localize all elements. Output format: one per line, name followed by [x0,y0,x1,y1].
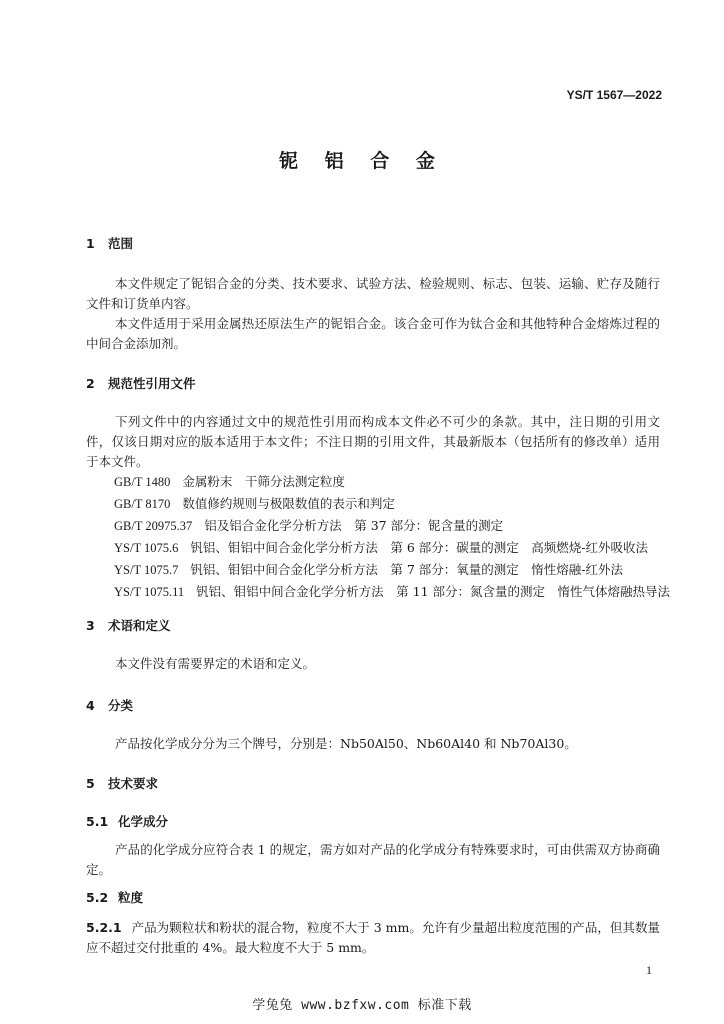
section-title: 技术要求 [108,776,159,791]
section-title: 范围 [108,236,134,251]
reference-code: YS/T 1075.7 [114,563,179,577]
reference-item [114,582,670,600]
reference-item [114,494,395,512]
clause-number: 5.2.1 [86,920,122,935]
reference-code: YS/T 1075.6 [114,541,179,555]
reference-title: 金属粉末 干筛分法测定粒度 [182,474,345,489]
section-4-paragraph: 产品按化学成分分为三个牌号，分别是：Nb50Al50、Nb60Al40 和 Nb70Al30。 [115,736,577,751]
footer-url[interactable]: www.bzfxw.com [301,998,410,1013]
section-1-paragraph-1: 本文件规定了铌铝合金的分类、技术要求、试验方法、检验规则、标志、包装、运输、贮存及随行文件和订货单内容。 [86,276,660,311]
clause-5-2-1 [86,918,660,958]
section-number: 2 [86,376,95,391]
section-number: 1 [86,236,95,251]
footer-slogan: 标准下载 [417,998,472,1013]
section-4-heading [86,696,133,714]
reference-item [114,516,503,534]
section-3-heading [86,616,171,634]
section-number: 5 [86,776,95,791]
reference-title: 数值修约规则与极限数值的表示和判定 [182,496,395,511]
section-2-heading [86,374,196,392]
reference-code: YS/T 1075.11 [114,585,185,599]
section-number: 4 [86,698,95,713]
subsection-title: 化学成分 [118,814,169,829]
subsection-number: 5.1 [86,814,109,829]
section-1-heading [86,234,133,252]
reference-title: 铝及铝合金化学分析方法 第 37 部分：铌含量的测定 [204,518,504,533]
reference-code: GB/T 8170 [114,497,171,511]
reference-item [114,538,648,556]
section-1-paragraph-2: 本文件适用于采用金属热还原法生产的铌铝合金。该合金可作为钛合金和其他特种合金熔炼过程的中间合金添加剂。 [86,316,660,351]
footer-watermark [0,994,724,1013]
reference-title: 钒铝、钼铝中间合金化学分析方法 第 7 部分：氧量的测定 惰性熔融-红外法 [190,562,623,577]
reference-title: 钒铝、钼铝中间合金化学分析方法 第 6 部分：碳量的测定 高频燃烧-红外吸收法 [190,540,648,555]
reference-code: GB/T 1480 [114,475,171,489]
subsection-5-1-heading [86,812,168,830]
subsection-number: 5.2 [86,890,109,905]
subsection-5-1-paragraph: 产品的化学成分应符合表 1 的规定，需方如对产品的化学成分有特殊要求时，可由供需双方协商确定。 [86,842,660,877]
section-3-paragraph: 本文件没有需要界定的术语和定义。 [115,656,316,671]
page-number: 1 [646,963,652,977]
section-title: 规范性引用文件 [108,376,196,391]
subsection-title: 粒度 [118,890,144,905]
clause-text: 产品为颗粒状和粉状的混合物，粒度不大于 3 mm。允许有少量超出粒度范围的产品，但其数量应不超过交付批重的 4%。最大粒度不大于 5 mm。 [86,920,660,955]
reference-item [114,560,623,578]
reference-code: GB/T 20975.37 [114,519,193,533]
document-title: 铌 铝 合 金 [279,150,445,172]
footer-site-name: 学兔兔 [252,998,293,1013]
section-5-heading [86,774,158,792]
reference-item [114,472,345,490]
standard-code: YS/T 1567—2022 [566,88,662,102]
section-number: 3 [86,618,95,633]
subsection-5-2-heading [86,888,143,906]
section-title: 术语和定义 [108,618,171,633]
section-title: 分类 [108,698,134,713]
section-2-intro: 下列文件中的内容通过文中的规范性引用而构成本文件必不可少的条款。其中，注日期的引用文件，仅该日期对应的版本适用于本文件；不注日期的引用文件，其最新版本（包括所有的修改单）适用于本文件。 [86,414,660,469]
reference-title: 钒铝、钼铝中间合金化学分析方法 第 11 部分：氮含量的测定 惰性气体熔融热导法 [196,584,671,599]
